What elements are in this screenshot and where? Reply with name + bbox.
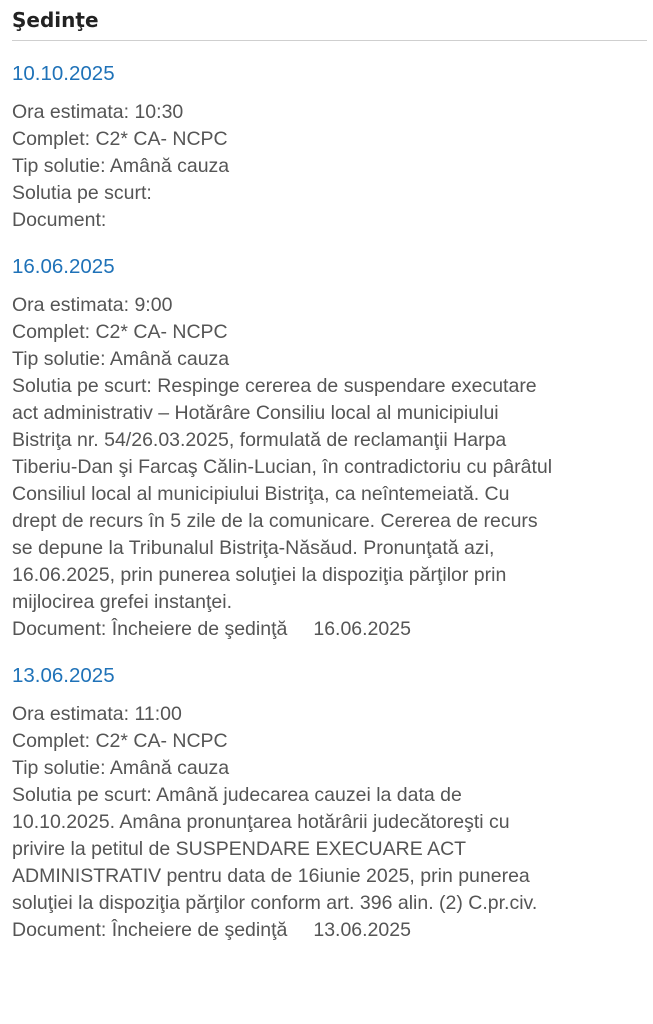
- solution-summary-line: Bistriţa nr. 54/26.03.2025, formulată de reclamanţii Harpa: [12, 429, 507, 451]
- document-row: [12, 917, 653, 944]
- hearing-date: 16.06.2025: [12, 255, 115, 278]
- estimated-time: Ora estimata: 11:00: [12, 703, 182, 725]
- solution-summary-line: 16.06.2025, prin punerea soluţiei la dispoziţia părţilor prin: [12, 564, 507, 586]
- solution-summary-line: se depune la Tribunalul Bistriţa-Năsăud. Pronunţată azi,: [12, 537, 495, 559]
- solution-summary-line: act administrativ – Hotărâre Consiliu local al municipiului: [12, 402, 499, 424]
- hearing-entry: [12, 643, 653, 944]
- solution-type: Tip solutie: Amână cauza: [12, 348, 230, 370]
- hearing-date: 10.10.2025: [12, 62, 115, 85]
- solution-summary-line: Consiliul local al municipiului Bistriţa, ca neîntemeiată. Cu: [12, 483, 510, 505]
- panel: Complet: C2* CA- NCPC: [12, 321, 228, 343]
- document-date: 13.06.2025: [313, 919, 411, 941]
- section-header: [12, 0, 647, 41]
- document-label: Document:: [12, 618, 107, 640]
- document-link[interactable]: Încheiere de şedinţă: [111, 618, 288, 640]
- section-title: Şedinţe: [12, 8, 99, 32]
- document-row: [12, 616, 653, 643]
- solution-summary-line: ADMINISTRATIV pentru data de 16iunie 2025, prin punerea: [12, 865, 530, 887]
- document-label: Document:: [12, 919, 107, 941]
- solution-summary-line: mijlocirea grefei instanţei.: [12, 591, 233, 613]
- solution-type: Tip solutie: Amână cauza: [12, 155, 230, 177]
- estimated-time: Ora estimata: 10:30: [12, 101, 184, 123]
- hearings-list: [0, 41, 653, 944]
- solution-summary-line: drept de recurs în 5 zile de la comunicare. Cererea de recurs: [12, 510, 538, 532]
- solution-summary-line: 10.10.2025. Amâna pronunţarea hotărârii judecătoreşti cu: [12, 811, 510, 833]
- solution-summary-line: Tiberiu-Dan şi Farcaş Călin-Lucian, în contradictoriu cu pârâtul: [12, 456, 553, 478]
- hearing-date: 13.06.2025: [12, 664, 115, 687]
- hearing-entry: [12, 41, 653, 234]
- solution-summary-line: Solutia pe scurt: Respinge cererea de suspendare executare: [12, 375, 537, 397]
- solution-type: Tip solutie: Amână cauza: [12, 757, 230, 779]
- solution-summary-line: soluţiei la dispoziţia părţilor conform art. 396 alin. (2) C.pr.civ.: [12, 892, 538, 914]
- solution-summary-line: Solutia pe scurt:: [12, 182, 152, 204]
- document-link[interactable]: Încheiere de şedinţă: [111, 919, 288, 941]
- hearing-entry: [12, 234, 653, 643]
- document-label: Document:: [12, 209, 107, 231]
- solution-summary-line: privire la petitul de SUSPENDARE EXECUARE ACT: [12, 838, 467, 860]
- panel: Complet: C2* CA- NCPC: [12, 730, 228, 752]
- document-date: 16.06.2025: [313, 618, 411, 640]
- estimated-time: Ora estimata: 9:00: [12, 294, 173, 316]
- document-row: [12, 207, 653, 234]
- solution-summary-line: Solutia pe scurt: Amână judecarea cauzei la data de: [12, 784, 462, 806]
- panel: Complet: C2* CA- NCPC: [12, 128, 228, 150]
